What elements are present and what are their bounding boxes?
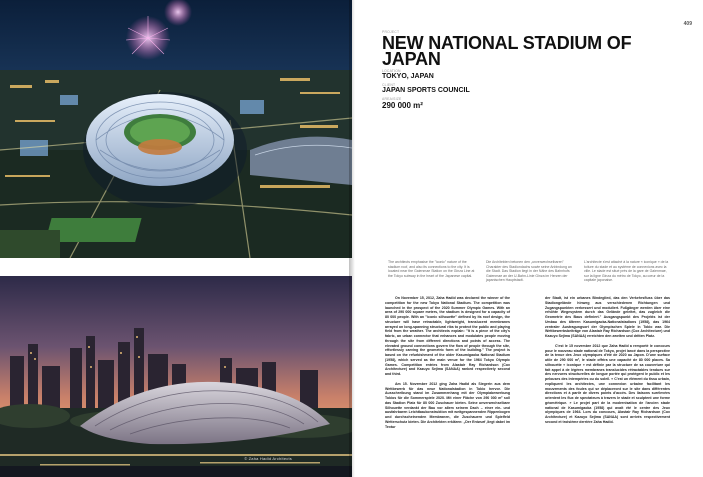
- body-german-start: Am 15. November 2012 ging Zaha Hadid als Siegerin aus dem Wettbewerb für das neue Nationalstadion in Tokio hervor. Die Ausschreibung stand im Zusammenhang mit der Olympiabewerbung Tokios für die Sommerspiele 2020. Mit einer Fläche von 290 000 m² soll das Stadion Platz für 80 000 Zuschauer bieten. Seine unverwechselbare Silhouette verdankt der Bau vor allem seinem Dach – einer ein- und ausfahrbaren Leichtbaukonstruktion mit weitgespannenden Rippenbogen und durchscheinenden Membranen, die Zuschauern und Spielfeld Wetterschutz bieten. Die Architekten erklären: „Der Entwurf ‚liegt dabei im Textur: [385, 381, 510, 429]
- page-number: 409: [683, 21, 692, 27]
- location-value: TOKYO, JAPAN: [382, 73, 434, 80]
- location-label: LOCATION: [382, 69, 401, 73]
- body-german-end: der Stadt, ist ein urbanes Bindeglied, das den Verkehrsfluss über das Stadiongelände hinweg aus verschiedenen Richtungen und Zugangspunkten verbessert und moduliert. Fußgänger werden über eine erhöhte Wegesystem durch das Gelände geleitet, das zugleich die Geometrie des Baus definiert." Ausgangspunkt des Projekts ist der Umbau des älteren Kasumigaoka-Nationalstadions (1958), das 1964 zentraler Austragungsort der Olympischen Spiele in Tokio war. Die Wettbewerbsbeiträge von Alastair Ray Richardson (Cox Architecture) und Kazuyo Sejima (SANAA) erreichten den zweiten und dritten Platz.: [545, 296, 670, 338]
- photo-divider: [0, 258, 352, 276]
- body-english: On November 15, 2012, Zaha Hadid was declared the winner of the competition for the new Tokyo National Stadium. The competition was launched in the prospect of the 2020 Summer Olympic Games. With an area of 290 000 square meters, the stadium is designed for a capacity of 80 000 people. With an "iconic silhouette" defined by its roof design, the structure will have retractable, lightweight, translucent membranes arrayed on long-spanning structural ribs to protect the public and playing field from the weather. The architects explain: "It is a piece of the city's fabric, an urban connector that enhances and modulates people moving through the site from different directions and points of access. The elevated ground connections govern the flow of people through the site, effortlessly carving the geometric form of the building." The project is based on the refurbishment of the older Kasumigaoka National Stadium (1958), which served as the main venue for the 1964 Tokyo Olympic Games. Competition entries from Alastair Ray Richardson (Cox Architecture) and Kazuyo Sejima (SANAA) ranked respectively second and third.: [385, 296, 510, 376]
- captions: [388, 260, 678, 290]
- project-label: PROJECT: [382, 30, 400, 34]
- dusk-skyline-photo: [0, 276, 352, 477]
- client-value: JAPAN SPORTS COUNCIL: [382, 87, 470, 94]
- caption-english: The architects emphasise the "iconic" nature of the stadium roof, and also its connections to the city. It is located near the Gaienmae Station on the Ginza Line at the Tokyo subway in the heart of the Japanese capital.: [388, 260, 475, 278]
- area-label: AREA/SIZE: [382, 97, 402, 101]
- body-column-left: [385, 296, 510, 434]
- aerial-night-photo: [0, 0, 352, 258]
- client-label: CLIENT: [382, 83, 396, 87]
- body-column-right: [545, 296, 670, 430]
- area-value: 290 000 m²: [382, 101, 423, 110]
- project-title: NEW NATIONAL STADIUM OF JAPAN: [382, 33, 632, 69]
- photo-credit: © Zaha Hadid Architects: [244, 456, 292, 461]
- caption-french: L'architecte s'est attaché à la nature « iconique » de la toiture du stade et au système de connexions avec la ville. Le stade est situé près de la gare de Gaienmae, sur la ligne Ginza du métro de Tokyo, au cœur de la capitale japonaise.: [584, 260, 669, 283]
- body-french: C'est le 15 novembre 2012 que Zaha Hadid a remporté le concours pour le nouveau stade national de Tokyo, projet lancé dans la perspective de la tenue des Jeux olympiques d'été de 2020 au Japon. D'une surface utile de 290 000 m², le stade offrira une capacité de 80 000 places. Sa silhouette « iconique » est définie par la structure de sa couverture qui fait appel à de légères membranes translucides rétractables tendues sur des nervures structurelles de longue portée qui protègent le public et les pelouses des intempéries ou du soleil. « C'est un élément du tissu urbain, expliquent les architectes, une connexion urbaine facilitant les mouvements des foules qui se déplaceront sur le site dans différentes directions et à partir de divers points d'accès. Des liaisons surélevées orientent les flux de spectateurs à travers le stade et sculptent une forme géométrique. » Le projet part de la modernisation de l'ancien stade national de Kasumigaoka (1958) qui avait été le centre des Jeux olympiques de 1964. Lors du concours, Alastair Ray Richardson (Cox Architecture) et Kazuyo Sejima (SANAA) sont arrivés respectivement second et troisième derrière Zaha Hadid.: [545, 343, 670, 424]
- caption-german: Die Architekten betonen den „unverwechselbaren" Charakter des Stadiondachs sowie seine Anbindung an die Stadt. Das Stadion liegt in der Nähe des Bahnhofs Gaienmae an der U-Bahn-Linie Ginza im Herzen der japanischen Hauptstadt.: [486, 260, 572, 283]
